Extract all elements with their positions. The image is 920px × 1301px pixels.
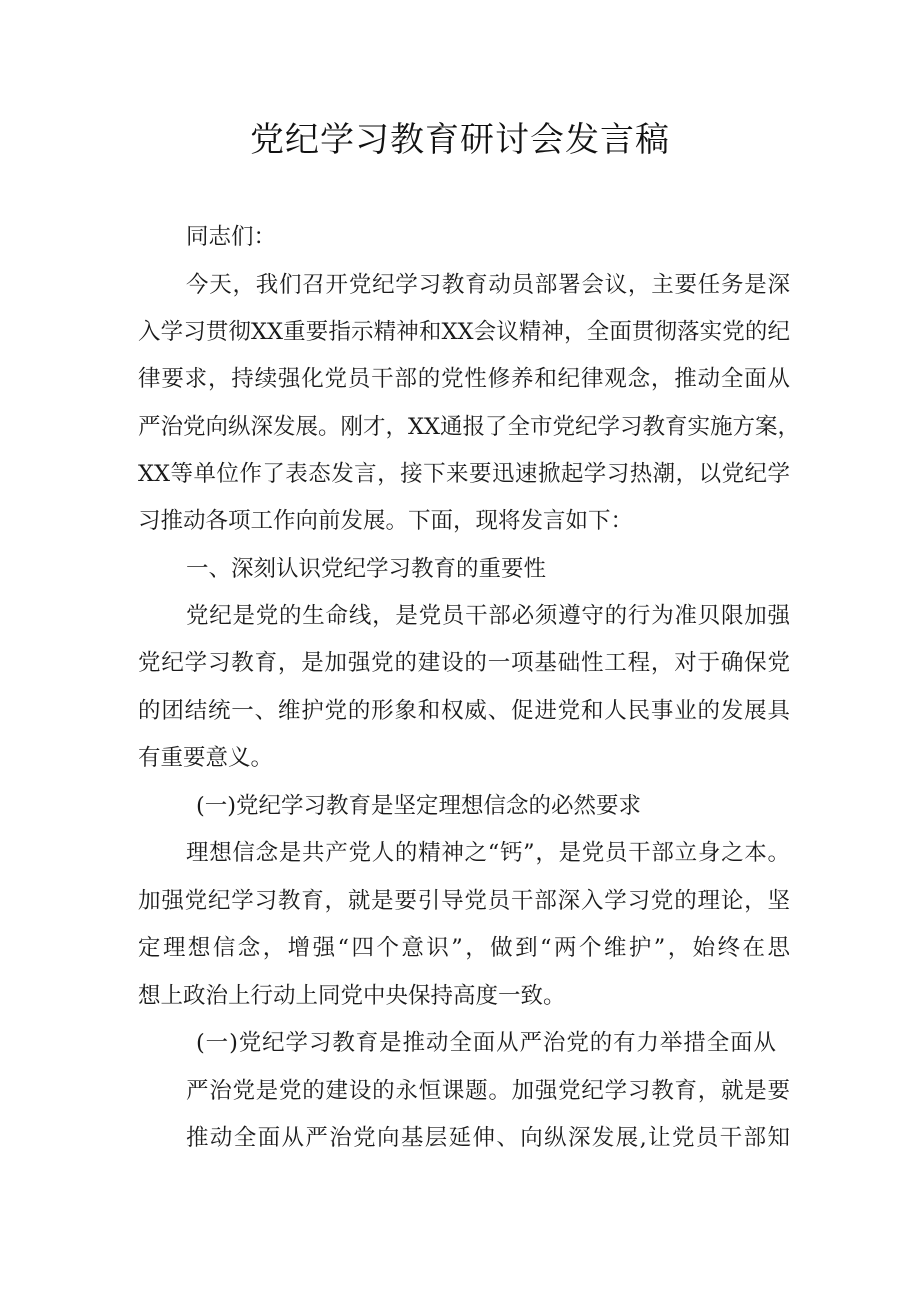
section-heading: 一、深刻认识党纪学习教育的重要性	[186, 556, 547, 582]
paragraph-line: 的团结统一、维护党的形象和权威、促进党和人民事业的发展具	[138, 698, 790, 724]
paragraph-line: 严治党是党的建设的永恒课题。加强党纪学习教育，就是要	[186, 1078, 790, 1104]
paragraph-line: 理想信念是共产党人的精神之“钙”，是党员干部立身之本。	[186, 840, 790, 866]
paragraph-line: 有重要意义。	[138, 745, 274, 771]
paragraph-line: XX等单位作了表态发言，接下来要迅速掀起学习热潮，以党纪学	[138, 461, 790, 487]
paragraph-line: 今天，我们召开党纪学习教育动员部署会议，主要任务是深	[186, 272, 790, 298]
paragraph-line: 习推动各项工作向前发展。下面，现将发言如下：	[138, 508, 634, 534]
document-title: 党纪学习教育研讨会发言稿	[250, 120, 670, 160]
paragraph-line: 加强党纪学习教育，就是要引导党员干部深入学习党的理论，坚	[138, 888, 790, 914]
paragraph-line: 定理想信念，增强“四个意识”，做到“两个维护”，始终在思	[138, 935, 790, 961]
paragraph-line: 严治党向纵深发展。刚才，XX通报了全市党纪学习教育实施方案，	[138, 414, 801, 440]
paragraph-line: 想上政治上行动上同党中央保持高度一致。	[138, 983, 566, 1009]
paragraph-line: 入学习贯彻XX重要指示精神和XX会议精神，全面贯彻落实党的纪	[138, 319, 790, 345]
paragraph-line: 推动全面从严治党向基层延伸、向纵深发展,让党员干部知	[186, 1125, 790, 1151]
salutation-line: 同志们：	[186, 224, 277, 250]
subsection-heading: (一)党纪学习教育是坚定理想信念的必然要求	[196, 793, 642, 819]
subsection-heading: (一)党纪学习教育是推动全面从严治党的有力举措全面从	[196, 1030, 776, 1056]
paragraph-line: 党纪是党的生命线，是党员干部必须遵守的行为准贝限加强	[186, 603, 790, 629]
paragraph-line: 律要求，持续强化党员干部的党性修养和纪律观念，推动全面从	[138, 366, 790, 392]
paragraph-line: 党纪学习教育，是加强党的建设的一项基础性工程，对于确保党	[138, 650, 790, 676]
